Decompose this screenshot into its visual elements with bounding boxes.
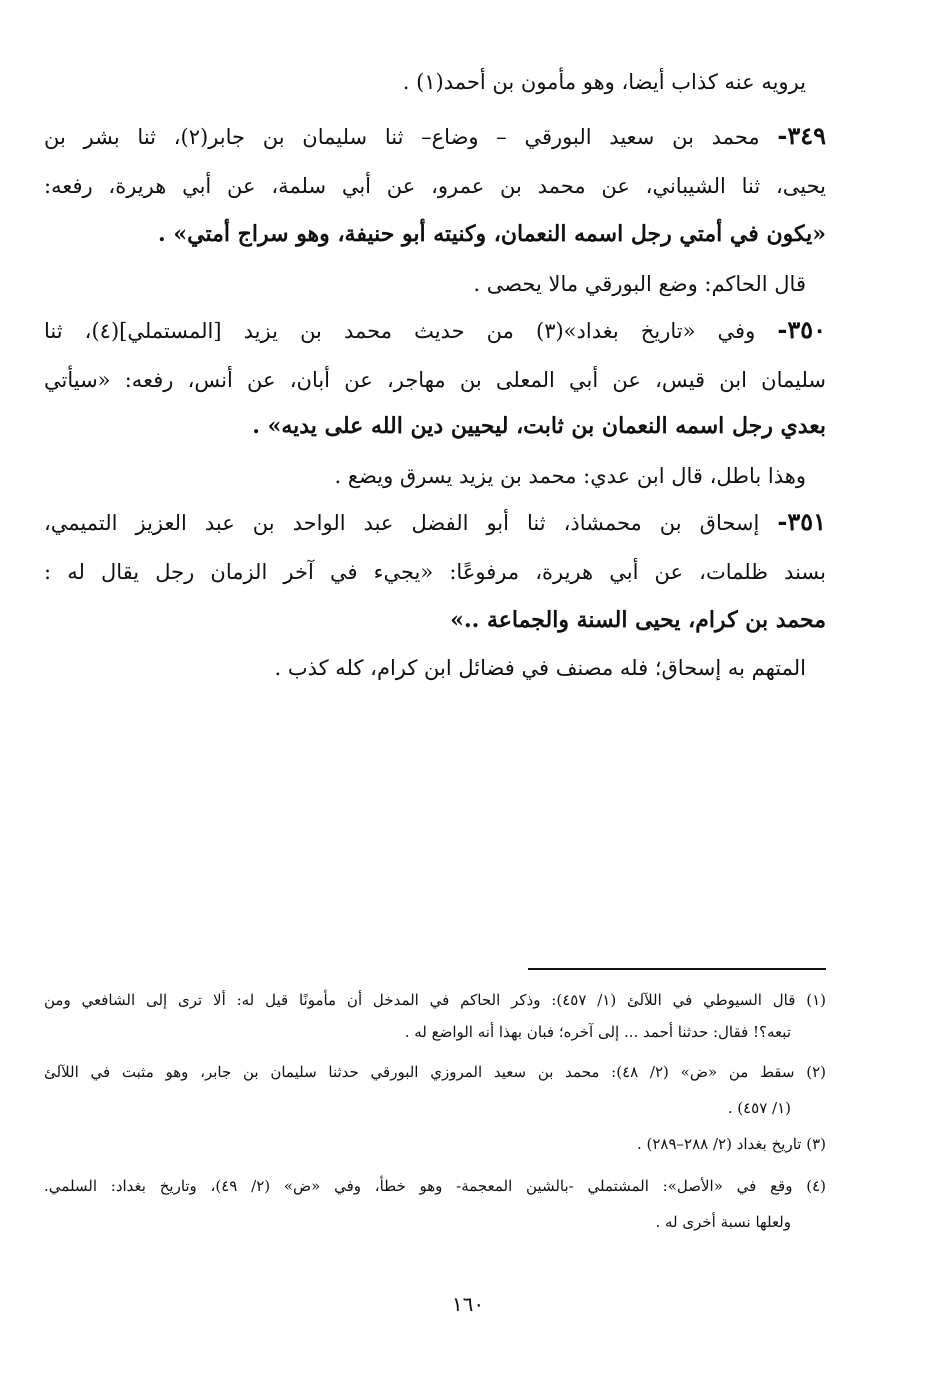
footnote-2-line-2: (١/ ٤٥٧) . xyxy=(727,1099,791,1117)
footnote-3: (٣) تاريخ بغداد (٢/ ٢٨٨–٢٨٩) . xyxy=(636,1135,826,1153)
hadith-text: محمد بن كرام، يحيى السنة والجماعة ..» xyxy=(450,607,826,633)
text-line: سليمان ابن قيس، عن أبي المعلى بن مهاجر، عن أبان، عن أنس، رفعه: «سيأتي xyxy=(44,368,826,392)
text-line: يرويه عنه كذاب أيضا، وهو مأمون بن أحمد(١) . xyxy=(402,70,806,94)
entry-349-line-1 xyxy=(44,116,826,157)
text-line: المتهم به إسحاق؛ فله مصنف في فضائل ابن كرام، كله كذب . xyxy=(274,656,806,680)
entry-text: وفي «تاريخ بغداد»(٣) من حديث محمد بن يزيد [المستملي](٤)، ثنا xyxy=(44,319,756,343)
hadith-text: بعدي رجل اسمه النعمان بن ثابت، ليحيين دين الله على يديه» . xyxy=(252,413,826,439)
entry-350-line-1 xyxy=(44,310,826,351)
hadith-text: «يكون في أمتي رجل اسمه النعمان، وكنيته أبو حنيفة، وهو سراج أمتي» . xyxy=(158,221,826,247)
entry-351-line-1 xyxy=(44,502,826,543)
text-line: قال الحاكم: وضع البورقي مالا يحصى . xyxy=(473,272,806,296)
footnote-1-line-1: (١) قال السيوطي في اللآلئ (١/ ٤٥٧): وذكر الحاكم في المدخل أن مأمونًا قيل له: ألا ترى إلى الشافعي ومن xyxy=(44,991,826,1009)
text-line: بسند ظلمات، عن أبي هريرة، مرفوعًا: «يجيء في آخر الزمان رجل يقال له : xyxy=(44,560,826,584)
entry-number: ٣٤٩- xyxy=(777,121,827,150)
footnote-4-line-1: (٤) وقع في «الأصل»: المشتملي -بالشين المعجمة- وهو خطأ، وفي «ض» (٢/ ٤٩)، وتاريخ بغداد: السلمي. xyxy=(44,1177,826,1195)
page-number: ١٦٠ xyxy=(451,1292,485,1316)
footnote-separator xyxy=(528,968,826,970)
entry-number: ٣٥١- xyxy=(777,507,826,536)
entry-text: محمد بن سعيد البورقي – وضاع– ثنا سليمان بن جابر(٢)، ثنا بشر بن xyxy=(44,125,760,149)
text-line: وهذا باطل، قال ابن عدي: محمد بن يزيد يسرق ويضع . xyxy=(334,464,806,488)
entry-text: إسحاق بن محمشاذ، ثنا أبو الفضل عبد الواحد بن عبد العزيز التميمي، xyxy=(44,511,760,535)
footnote-1-line-2: تبعه؟! فقال: حدثنا أحمد ... إلى آخره؛ فبان بهذا أنه الواضع له . xyxy=(404,1023,791,1041)
text-line: يحيى، ثنا الشيباني، عن محمد بن عمرو، عن أبي سلمة، عن أبي هريرة، رفعه: xyxy=(44,174,826,198)
entry-number: ٣٥٠- xyxy=(777,315,826,344)
footnote-4-line-2: ولعلها نسبة أخرى له . xyxy=(655,1213,791,1231)
footnote-2-line-1: (٢) سقط من «ض» (٢/ ٤٨): محمد بن سعيد المروزي البورقي حدثنا سليمان بن جابر، وهو مثبت في اللآلئ xyxy=(44,1063,826,1081)
